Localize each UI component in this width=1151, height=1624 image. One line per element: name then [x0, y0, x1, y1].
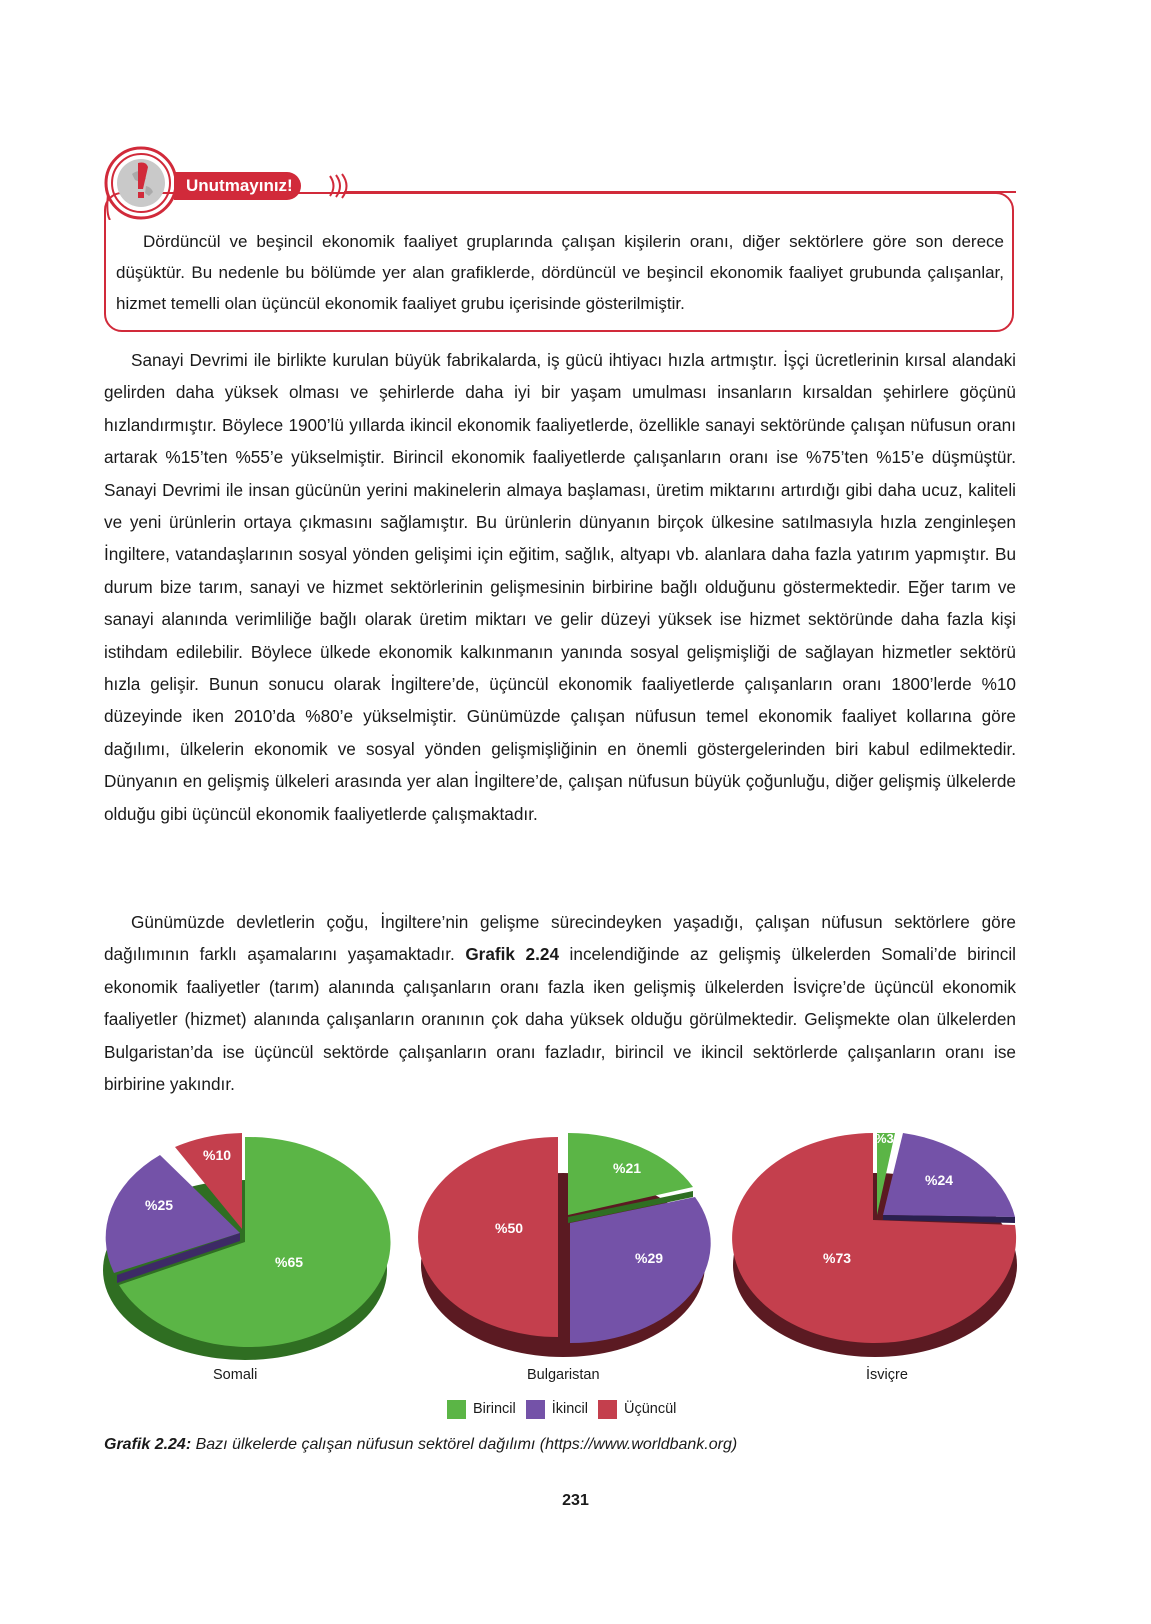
country-label-isvicre: İsviçre	[866, 1367, 908, 1383]
svg-text:%24: %24	[925, 1172, 954, 1188]
slice-ikincil	[570, 1197, 711, 1343]
svg-text:%21: %21	[613, 1160, 642, 1176]
country-label-bulgaristan: Bulgaristan	[527, 1367, 600, 1383]
legend-item-ucuncul: Üçüncül	[598, 1400, 676, 1419]
chart-legend	[447, 1398, 686, 1420]
sound-waves-icon	[326, 172, 354, 200]
pie-chart-bulgaristan	[413, 1125, 713, 1365]
reminder-title: Unutmayınız!	[174, 172, 301, 200]
reminder-header-line	[344, 191, 1016, 193]
svg-text:%25: %25	[145, 1197, 174, 1213]
exclamation-globe-icon	[104, 146, 178, 220]
svg-text:%29: %29	[635, 1250, 664, 1266]
svg-text:%3: %3	[875, 1131, 894, 1146]
svg-text:%65: %65	[275, 1254, 304, 1270]
figure-reference: Grafik 2.24	[465, 944, 559, 965]
pie-charts	[95, 1125, 1030, 1365]
pie-chart-isvicre	[725, 1125, 1030, 1365]
legend-swatch-purple	[526, 1400, 545, 1419]
svg-text:%10: %10	[203, 1147, 232, 1163]
reminder-box	[104, 146, 1016, 336]
country-label-somali: Somali	[213, 1367, 258, 1383]
svg-text:%73: %73	[823, 1250, 852, 1266]
legend-swatch-red	[598, 1400, 617, 1419]
reminder-text: Dördüncül ve beşincil ekonomik faaliyet gruplarında çalışan kişilerin oranı, diğer sektörlere göre son derece düşüktür. Bu nedenle bu bölümde yer alan grafiklerde, dördüncül ve beşincil ekonomik faaliyet grubunda çalışanlar, hizmet temelli olan üçüncül ekonomik faaliyet grubu içerisinde gösterilmiştir.	[116, 232, 1004, 313]
body-paragraph-2: Günümüzde devletlerin çoğu, İngiltere’nin gelişme sürecindeyken yaşadığı, çalışan nüfusun sektörlere göre dağılımının farklı aşamalarını yaşamaktadır. Grafik 2.24 incelendiğinde az gelişmiş ülkelerden Somali’de birincil ekonomik faaliyetler (tarım) alanında çalışanların oranı fazla iken gelişmiş ülkelerden İsviçre’de üçüncül ekonomik faaliyetler (hizmet) alanında çalışanların oranının çok daha yüksek olduğu görülmektedir. Gelişmekte olan ülkelerden Bulgaristan’da ise üçüncül sektörde çalışanların oranı fazladır, birincil ve ikincil sektörlerde çalışanların oranı ise birbirine yakındır.	[104, 912, 1016, 1095]
pie-chart-somali	[95, 1125, 395, 1365]
body-paragraph-1: Sanayi Devrimi ile birlikte kurulan büyük fabrikalarda, iş gücü ihtiyacı hızla artmıştır. İşçi ücretlerinin kırsal alandaki gelirden daha yüksek olması ve şehirlerde daha iyi bir yaşam umulması insanların kırsaldan şehirlere göçünü hızlandırmıştır. Böylece 1900’lü yıllarda ikincil ekonomik faaliyetlerde, özellikle sanayi sektöründe çalışan nüfusun oranı artarak %15’ten %55’e yükselmiştir. Birincil ekonomik faaliyetlerde çalışanların oranı ise %75’ten %15’e düşmüştür. Sanayi Devrimi ile insan gücünün yerini makinelerin almaya başlaması, üretim miktarını artırdığı gibi daha ucuz, kaliteli ve yeni ürünlerin ortaya çıkmasını sağlamıştır. Bu ürünlerin dünyanın birçok ülkesine satılmasıyla hızla zenginleşen İngiltere, vatandaşlarının sosyal yönden gelişimi için eğitim, sağlık, altyapı vb. alanlara daha fazla yatırım yapmıştır. Bu durum bize tarım, sanayi ve hizmet sektörlerinin gelişmesinin birbirine bağlı olduğunu göstermektedir. Eğer tarım ve sanayi alanında verimliliğe bağlı olarak üretim miktarı ve gelir düzeyi yüksek ise hizmet sektöründe daha fazla kişi istihdam edilebilir. Böylece ülkede ekonomik kalkınmanın yanında sosyal gelişmişliği de sağlayan hizmetler sektörü hızla gelişir. Bunun sonucu olarak İngiltere’de, üçüncül ekonomik faaliyetlerde çalışanların oranı 1800’lerde %10 düzeyinde iken 2010’da %80’e yükselmiştir. Günümüzde çalışan nüfusun temel ekonomik faaliyet kollarına göre dağılımı, ülkelerin ekonomik ve sosyal yönden gelişmişliğinin en önemli göstergelerinden biri kabul edilmektedir. Dünyanın en gelişmiş ülkeleri arasında yer alan İngiltere’de, çalışan nüfusun büyük çoğunluğu, diğer gelişmiş ülkelerde olduğu gibi üçüncül ekonomik faaliyetlerde çalışmaktadır.	[104, 350, 1016, 824]
page-number: 231	[562, 1492, 589, 1509]
legend-item-birincil: Birincil	[447, 1400, 516, 1419]
legend-swatch-green	[447, 1400, 466, 1419]
legend-item-ikincil: İkincil	[526, 1400, 588, 1419]
figure-caption: Grafik 2.24: Bazı ülkelerde çalışan nüfusun sektörel dağılımı (https://www.worldbank.org)	[104, 1436, 738, 1453]
svg-text:%50: %50	[495, 1220, 524, 1236]
